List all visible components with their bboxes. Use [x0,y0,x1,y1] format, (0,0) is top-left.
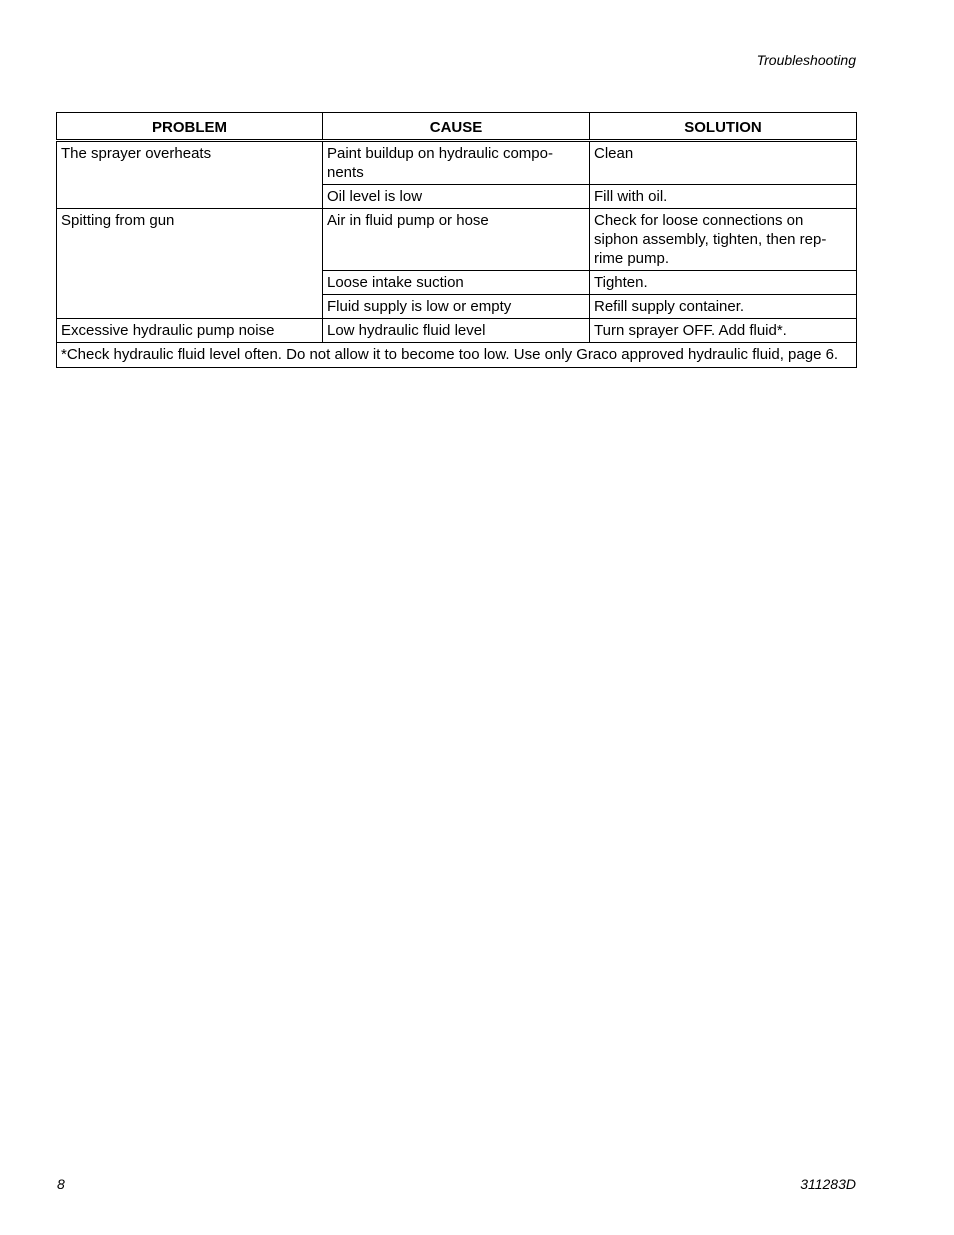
solution-cell: Fill with oil. [590,185,857,209]
table-row [57,209,857,271]
solution-cell: Refill supply container. [590,295,857,319]
running-head-title: Troubleshooting [756,52,856,68]
cause-cell: Paint buildup on hydraulic compo- nents [323,141,590,185]
column-header-cause: CAUSE [323,113,590,141]
cause-cell: Air in fluid pump or hose [323,209,590,271]
table-row [57,319,857,343]
cause-cell: Fluid supply is low or empty [323,295,590,319]
solution-cell: Clean [590,141,857,185]
column-header-problem: PROBLEM [57,113,323,141]
solution-cell: Check for loose connections on siphon assembly, tighten, then rep- rime pump. [590,209,857,271]
cause-cell: Loose intake suction [323,271,590,295]
problem-cell: Spitting from gun [57,209,323,319]
table-header-row [57,113,857,141]
page-number: 8 [57,1176,65,1192]
troubleshooting-table [56,112,857,368]
problem-cell: The sprayer overheats [57,141,323,209]
table-footnote: *Check hydraulic fluid level often. Do not allow it to become too low. Use only Graco approved hydraulic fluid, page 6. [57,343,857,368]
problem-cell: Excessive hydraulic pump noise [57,319,323,343]
table-row [57,141,857,185]
solution-cell: Turn sprayer OFF. Add fluid*. [590,319,857,343]
solution-cell: Tighten. [590,271,857,295]
cause-cell: Low hydraulic fluid level [323,319,590,343]
cause-cell: Oil level is low [323,185,590,209]
document-number: 311283D [800,1176,856,1192]
column-header-solution: SOLUTION [590,113,857,141]
table-footnote-row [57,343,857,368]
